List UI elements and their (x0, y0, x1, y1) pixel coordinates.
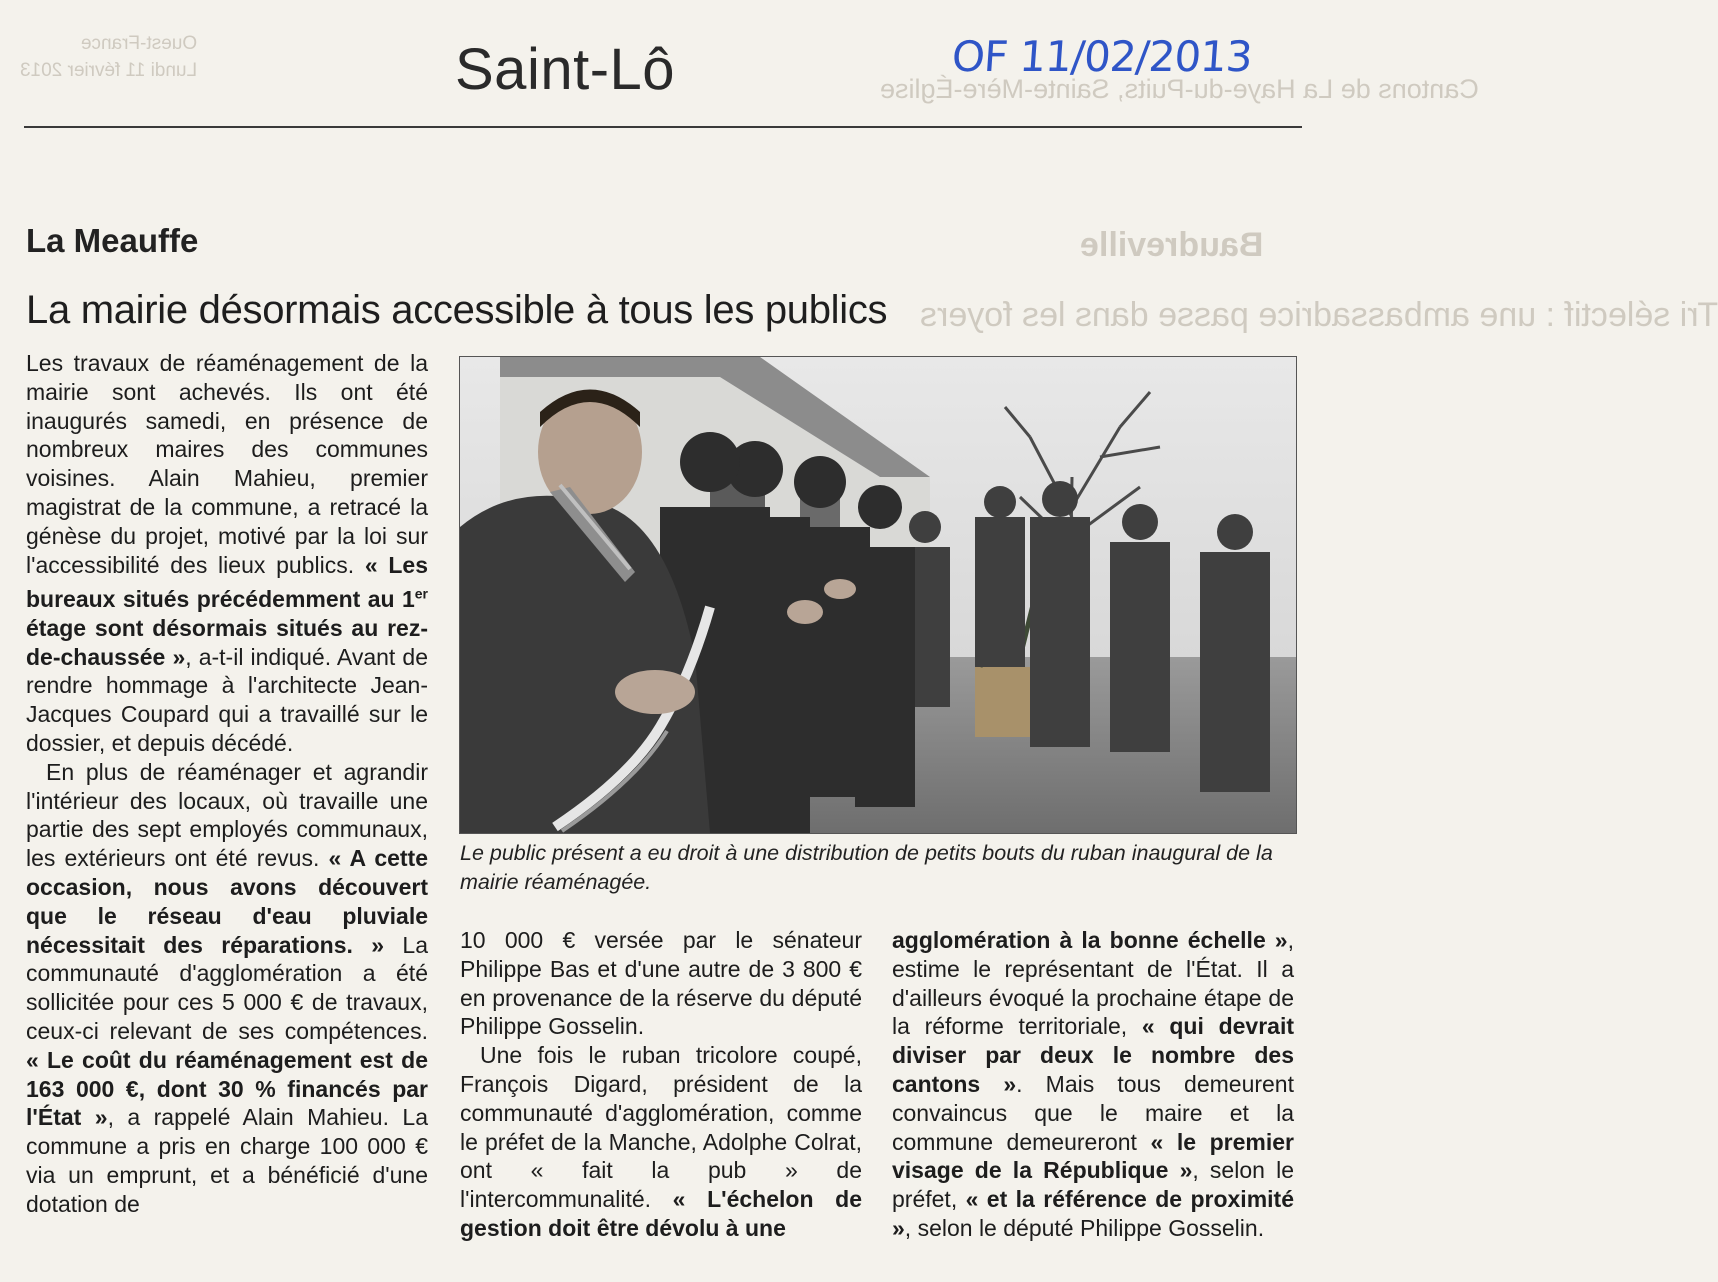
quote: « L'échelon de gestion doit être dévolu à une (460, 1186, 862, 1241)
paragraph: Une fois le ruban tricolore coupé, François Digard, président de la communauté d'agglomération, comme le préfet de la Manche, Adolphe Colrat, ont « fait la pub » de l'intercommunalité. « L'échelon de gestion doit être dévolu à une (460, 1042, 862, 1241)
paragraph: agglomération à la bonne échelle », estime le représentant de l'État. Il a d'ailleurs évoqué la prochaine étape de la réforme territoriale, « qui devrait diviser par deux le nombre des cantons ». Mais tous demeurent convaincus que le maire et la commune demeureront « le premier visage de la République », selon le préfet, « et la référence de proximité », selon le député Philippe Gosselin. (892, 927, 1294, 1241)
article-column-2 (460, 926, 862, 1243)
quote: « Les bureaux situés précédemment au 1er étage sont désormais situés au rez-de-chaussée » (26, 551, 428, 670)
paragraph: 10 000 € versée par le sénateur Philippe Bas et d'une autre de 3 800 € en provenance de la réserve du député Philippe Gosselin. (460, 927, 862, 1040)
quote: « et la référence de proximité » (892, 1186, 1294, 1241)
bleed-through-header: Ouest-France Lundi 11 février 2013 (20, 33, 198, 81)
header-rule (24, 126, 1302, 128)
article-headline: La mairie désormais accessible à tous les publics (26, 288, 888, 332)
paragraph: En plus de réaménager et agrandir l'intérieur des locaux, où travaille une partie des sept employés communaux, les extérieurs ont été revus. « A cette occasion, nous avons découvert que le réseau d'eau pluviale nécessitait des réparations. » La communauté d'agglomération a été sollicitée pour ces 5 000 € de travaux, ceux-ci relevant de ses compétences. « Le coût du réaménagement est de 163 000 €, dont 30 % financés par l'État », a rappelé Alain Mahieu. La commune a pris en charge 100 000 € via un emprunt, et a bénéficié d'une dotation de (26, 758, 429, 1217)
quote: « le premier visage de la République » (892, 1128, 1294, 1184)
quote: « A cette occasion, nous avons découvert que le réseau d'eau pluviale nécessitait des réparations. » (26, 845, 429, 958)
article-column-3 (892, 926, 1294, 1243)
bleed-through-line: Baudreville (1080, 226, 1264, 264)
article-column-1 (26, 349, 428, 1219)
ribbon-cutting-photo (460, 357, 1296, 833)
handwritten-date-stamp: OF 11/02/2013 (950, 32, 1254, 81)
article-kicker: La Meauffe (26, 222, 199, 259)
quote: agglomération à la bonne échelle » (892, 927, 1288, 953)
photo-caption: Le public présent a eu droit à une distribution de petits bouts du ruban inaugural de la mairie réaménagée. (460, 841, 1273, 894)
section-title: Saint-Lô (455, 37, 676, 102)
quote: « Le coût du réaménagement est de 163 000 €, dont 30 % financés par l'État » (26, 1046, 428, 1131)
article-photo (459, 356, 1297, 834)
bleed-through-line: Cantons de La Haye-du-Puits, Sainte-Mère-Église (880, 74, 1479, 104)
quote: « qui devrait diviser par deux le nombre des cantons » (892, 1013, 1294, 1097)
bleed-through-line: Tri sélectif : une ambassadrice passe dans les foyers (920, 296, 1718, 334)
paragraph: Les travaux de réaménagement de la mairie sont achevés. Ils ont été inaugurés samedi, en présence de nombreux maires des communes voisines. Alain Mahieu, premier magistrat de la commune, a retracé la génèse du projet, motivé par la loi sur l'accessibilité des lieux publics. « Les bureaux situés précédemment au 1er étage sont désormais situés au rez-de-chaussée », a-t-il indiqué. Avant de rendre hommage à l'architecte Jean-Jacques Coupard qui a travaillé sur le dossier, et depuis décédé. (26, 350, 428, 757)
